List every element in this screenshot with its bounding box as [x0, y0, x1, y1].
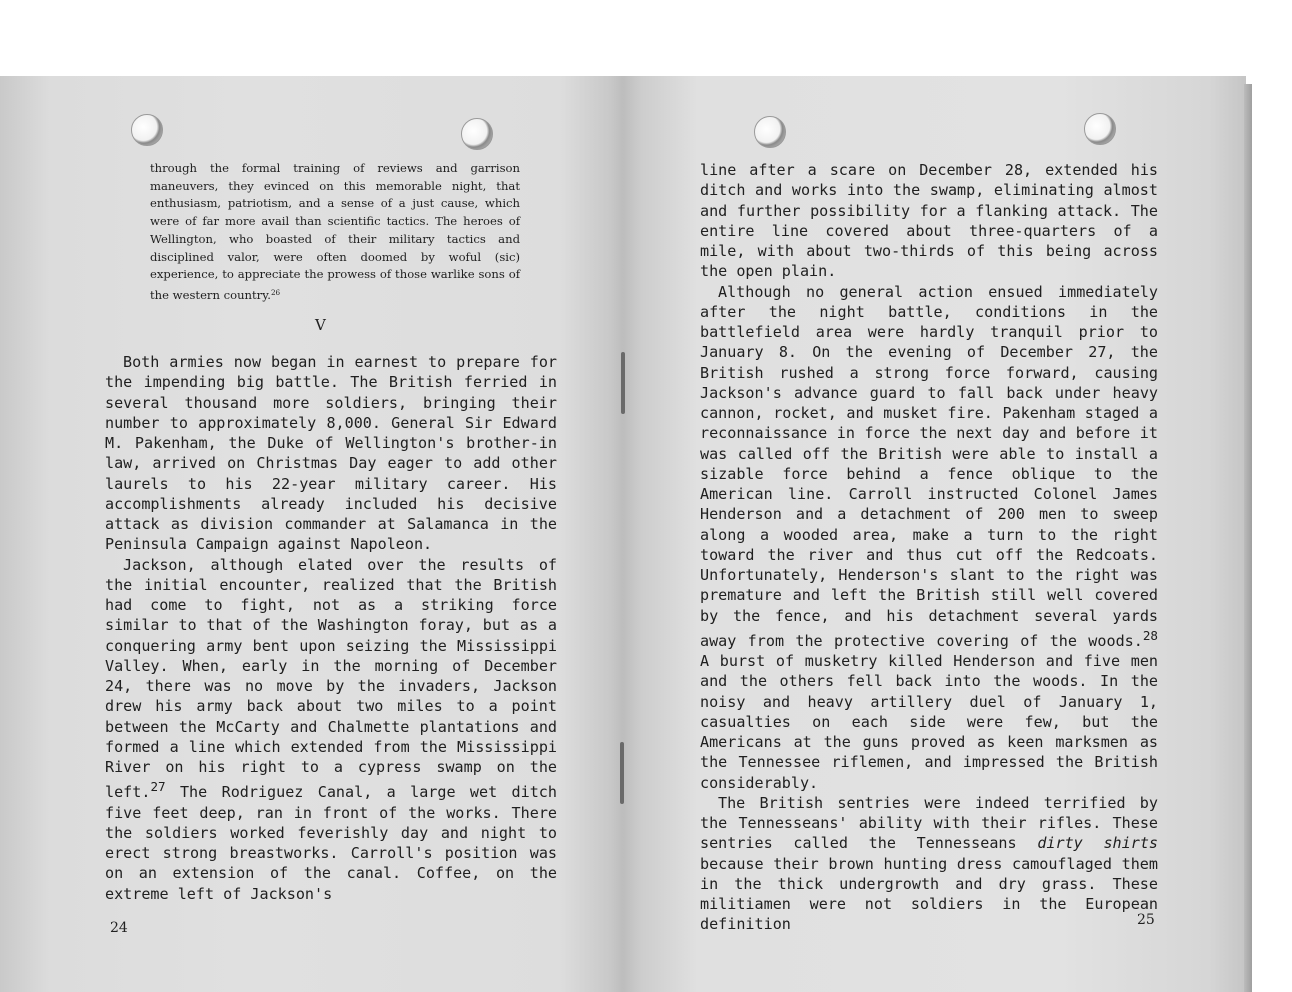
binder-hole-icon	[754, 116, 786, 148]
section-heading: V	[315, 316, 326, 334]
staple-icon	[621, 352, 625, 414]
binder-hole-icon	[131, 114, 163, 146]
footnote-marker: 28	[1142, 627, 1158, 643]
paragraph-text: A burst of musketry killed Henderson and five men and the others fell back into the woods. In the noisy and heavy artillery duel of January 1, casualties on each side were few, but the Americans at the guns proved as keen marksmen as the Tennessee riflemen, and impressed the British considerably.	[700, 652, 1158, 792]
emphasis-text: dirty shirts	[1037, 834, 1158, 853]
block-quote	[150, 160, 520, 305]
quote-text: through the formal training of reviews and garrison maneuvers, they evinced on this memorable night, that enthusiasm, patriotism, and a sense of a just cause, which were of far more avail than scientific tactics. The heroes of Wellington, who boasted of their military tactics and disciplined valor, were often doomed by woful (sic) experience, to appreciate the prowess of those warlike sons of the western country.	[150, 161, 520, 302]
paragraph: line after a scare on December 28, extended his ditch and works into the swamp, eliminating almost and further possibility for a flanking attack. The entire line covered about three-quarters of a mile, with about two-thirds of this being across the open plain.	[700, 161, 1158, 281]
binder-hole-icon	[461, 118, 493, 150]
page-number: 25	[1137, 912, 1155, 928]
footnote-marker: 27	[150, 779, 166, 795]
binder-hole-icon	[1084, 113, 1116, 145]
paragraph-text: because their brown hunting dress camouflaged them in the thick undergrowth and dry grass. These militiamen were not soldiers in the European definition	[700, 854, 1158, 934]
paragraph: Both armies now began in earnest to prepare for the impending big battle. The British ferried in several thousand more soldiers, bringing their number to approximately 8,000. General Sir Edward M. Pakenham, the Duke of Wellington's brother-in law, arrived on Christmas Day eager to add other laurels to his 22-year military career. His accomplishments already included his decisive attack as division commander at Salamanca in the Peninsula Campaign against Napoleon.	[105, 353, 557, 554]
paragraph-text: The Rodriguez Canal, a large wet ditch five feet deep, ran in front of the works. There the soldiers worked feverishly day and night to erect strong breastworks. Carroll's position was on an extension of the canal. Coffee, on the extreme left of Jackson's	[105, 783, 557, 903]
left-page-body	[105, 352, 557, 904]
paragraph	[105, 555, 557, 904]
staple-icon	[620, 742, 624, 804]
page-number: 24	[110, 920, 128, 936]
right-page-body	[700, 160, 1158, 935]
paragraph-text: Jackson, although elated over the results of the initial encounter, realized that the British had come to fight, not as a striking force similar to that of the Washington foray, but as a conquering army bent upon seizing the Mississippi Valley. When, early in the morning of December 24, there was no move by the invaders, Jackson drew his army back about two miles to a point between the McCarty and Chalmette plantations and formed a line which extended from the Mississippi River on his right to a cypress swamp on the left.	[105, 555, 557, 802]
paragraph	[700, 282, 1158, 793]
footnote-marker: 26	[270, 287, 281, 297]
paragraph-text: The British sentries were indeed terrified by the Tennesseans' ability with their rifles. These sentries called the Tennesseans	[700, 793, 1158, 853]
paragraph-text: Although no general action ensued immediately after the night battle, conditions in the battlefield area were hardly tranquil prior to January 8. On the evening of December 27, the British rushed a strong force forward, causing Jackson's advance guard to fall back under heavy cannon, rocket, and musket fire. Pakenham staged a reconnaissance in force the next day and before it was called off the British were able to install a sizable force behind a fence oblique to the American line. Carroll instructed Colonel James Henderson and a detachment of 200 men to sweep along a wooded area, make a turn to the right toward the river and thus cut off the Redcoats. Unfortunately, Henderson's slant to the right was premature and left the British still well covered by the fence, and his detachment several yards away from the protective covering of the woods.	[700, 282, 1158, 650]
page-edge	[1244, 84, 1252, 992]
paragraph	[700, 793, 1158, 935]
